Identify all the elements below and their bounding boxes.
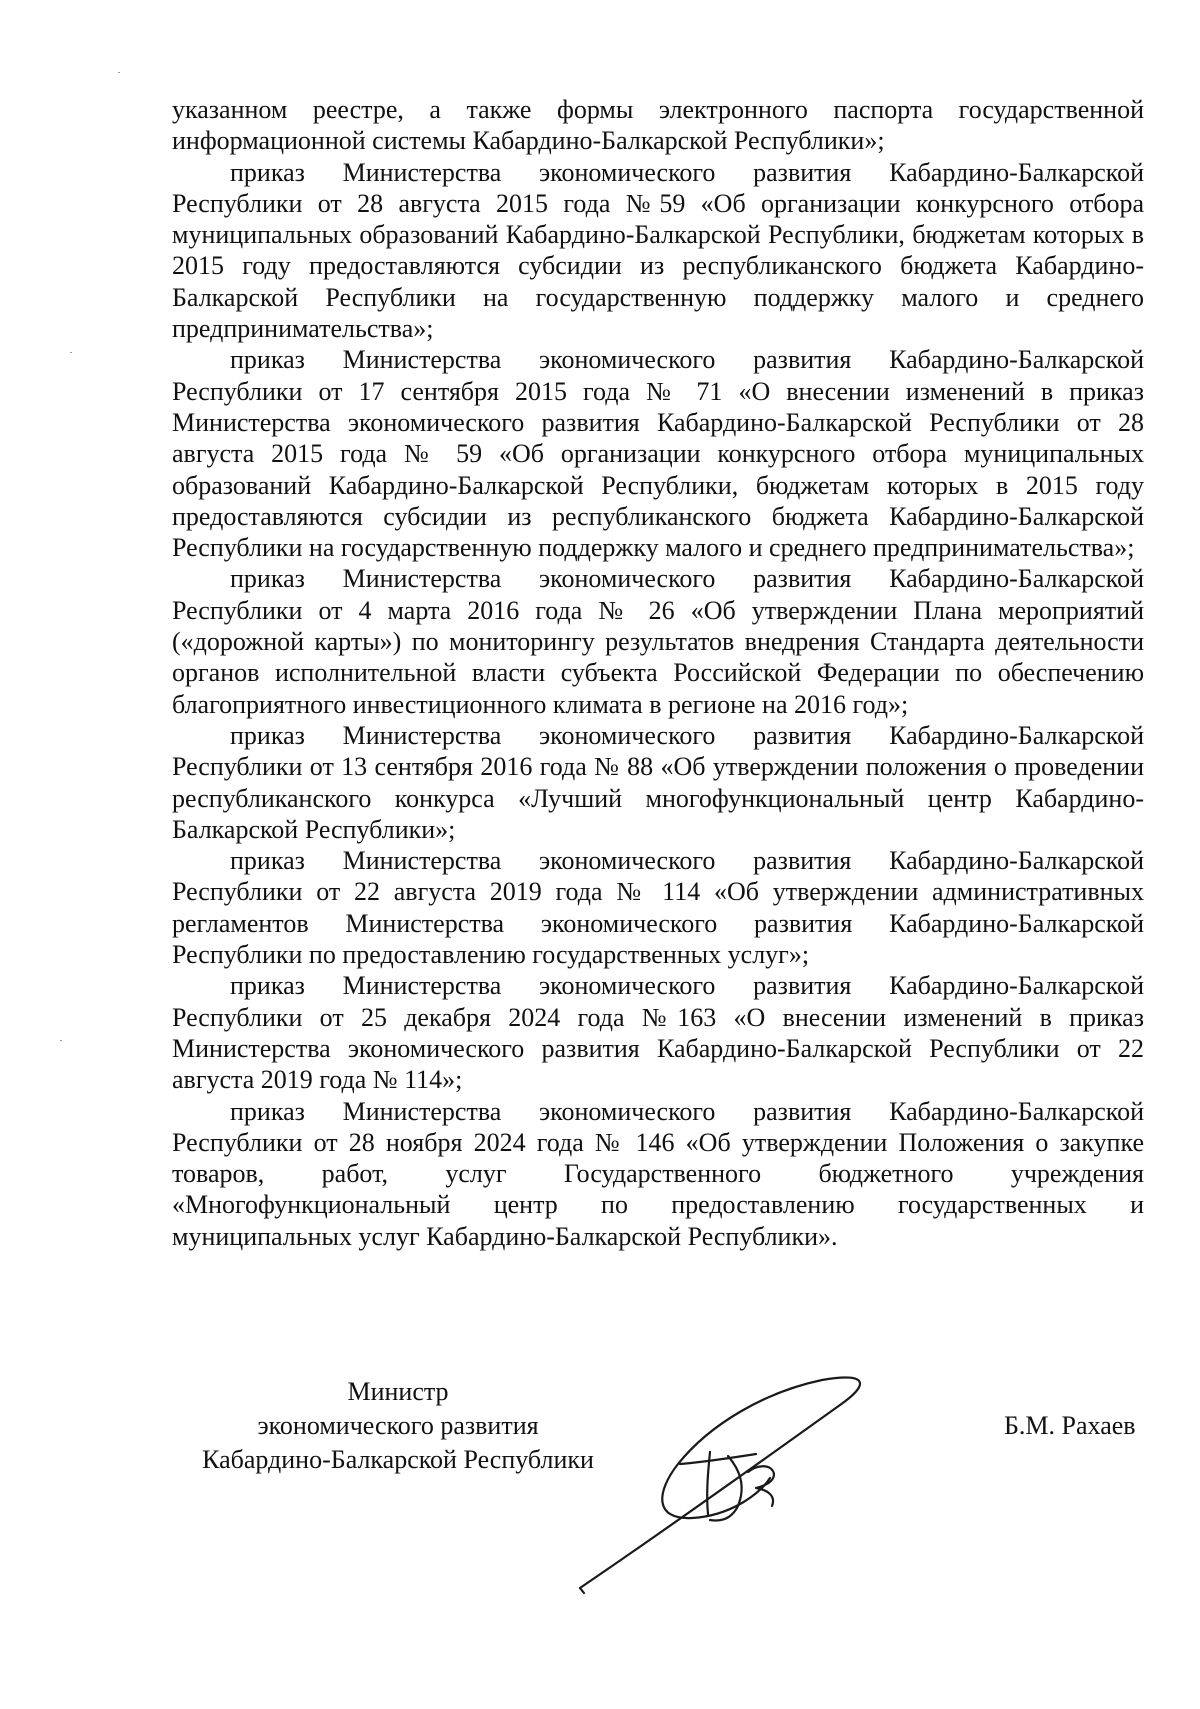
paragraph-order-114: приказ Министерства экономического развития Кабардино-Балкарской Республики от 22 августа 2019 года № 114 «Об утверждении административных регламентов Министерства экономического развития Кабардино-Балкарской Республики по предоставлению государственных услуг»; — [172, 846, 1144, 970]
document-body — [172, 94, 1144, 1252]
signatory-title-line: Кабардино-Балкарской Республики — [202, 1445, 594, 1474]
signatory-title-line: экономического развития — [257, 1411, 539, 1440]
scan-artifact — [70, 352, 72, 353]
paragraph-order-88: приказ Министерства экономического развития Кабардино-Балкарской Республики от 13 сентября 2016 года № 88 «Об утверждении положения о проведении республиканского конкурса «Лучший многофункциональный центр Кабардино-Балкарской Республики»; — [172, 720, 1144, 844]
paragraph-order-26: приказ Министерства экономического развития Кабардино-Балкарской Республики от 4 марта 2016 года № 26 «Об утверждении Плана мероприятий («дорожной карты») по мониторингу результатов внедрения Стандарта деятельности органов исполнительной власти субъекта Российской Федерации по обеспечению благоприятного инвестиционного климата в регионе на 2016 год»; — [172, 564, 1144, 719]
scan-artifact — [118, 72, 120, 73]
paragraph-continuation: указанном реестре, а также формы электронного паспорта государственной информационной системы Кабардино-Балкарской Республики»; — [172, 95, 1144, 156]
scan-artifact — [60, 1040, 62, 1041]
paragraph-order-71: приказ Министерства экономического развития Кабардино-Балкарской Республики от 17 сентября 2015 года № 71 «О внесении изменений в приказ Министерства экономического развития Кабардино-Балкарской Республики от 28 августа 2015 года № 59 «Об организации конкурсного отбора муниципальных образований Кабардино-Балкарской Республики, бюджетам которых в 2015 году предоставляются субсидии из республиканского бюджета Кабардино-Балкарской Республики на государственную поддержку малого и среднего предпринимательства»; — [172, 345, 1144, 563]
signatory-title-line: Министр — [347, 1377, 449, 1406]
paragraph-order-163: приказ Министерства экономического развития Кабардино-Балкарской Республики от 25 декабря 2024 года №163 «О внесении изменений в приказ Министерства экономического развития Кабардино-Балкарской Республики от 22 августа 2019 года № 114»; — [172, 971, 1144, 1095]
signatory-name: Б.М. Рахаев — [1004, 1411, 1136, 1440]
paragraph-order-146: приказ Министерства экономического развития Кабардино-Балкарской Республики от 28 ноября 2024 года № 146 «Об утверждении Положения о закупке товаров, работ, услуг Государственного бюджетного учреждения «Многофункциональный центр по предоставлению государственных и муниципальных услуг Кабардино-Балкарской Республики». — [172, 1096, 1144, 1251]
signatory-title — [178, 1375, 618, 1477]
paragraph-order-59: приказ Министерства экономического развития Кабардино-Балкарской Республики от 28 августа 2015 года №59 «Об организации конкурсного отбора муниципальных образований Кабардино-Балкарской Республики, бюджетам которых в 2015 году предоставляются субсидии из республиканского бюджета Кабардино-Балкарской Республики на государственную поддержку малого и среднего предпринимательства»; — [172, 157, 1144, 344]
handwritten-signature — [560, 1360, 940, 1600]
